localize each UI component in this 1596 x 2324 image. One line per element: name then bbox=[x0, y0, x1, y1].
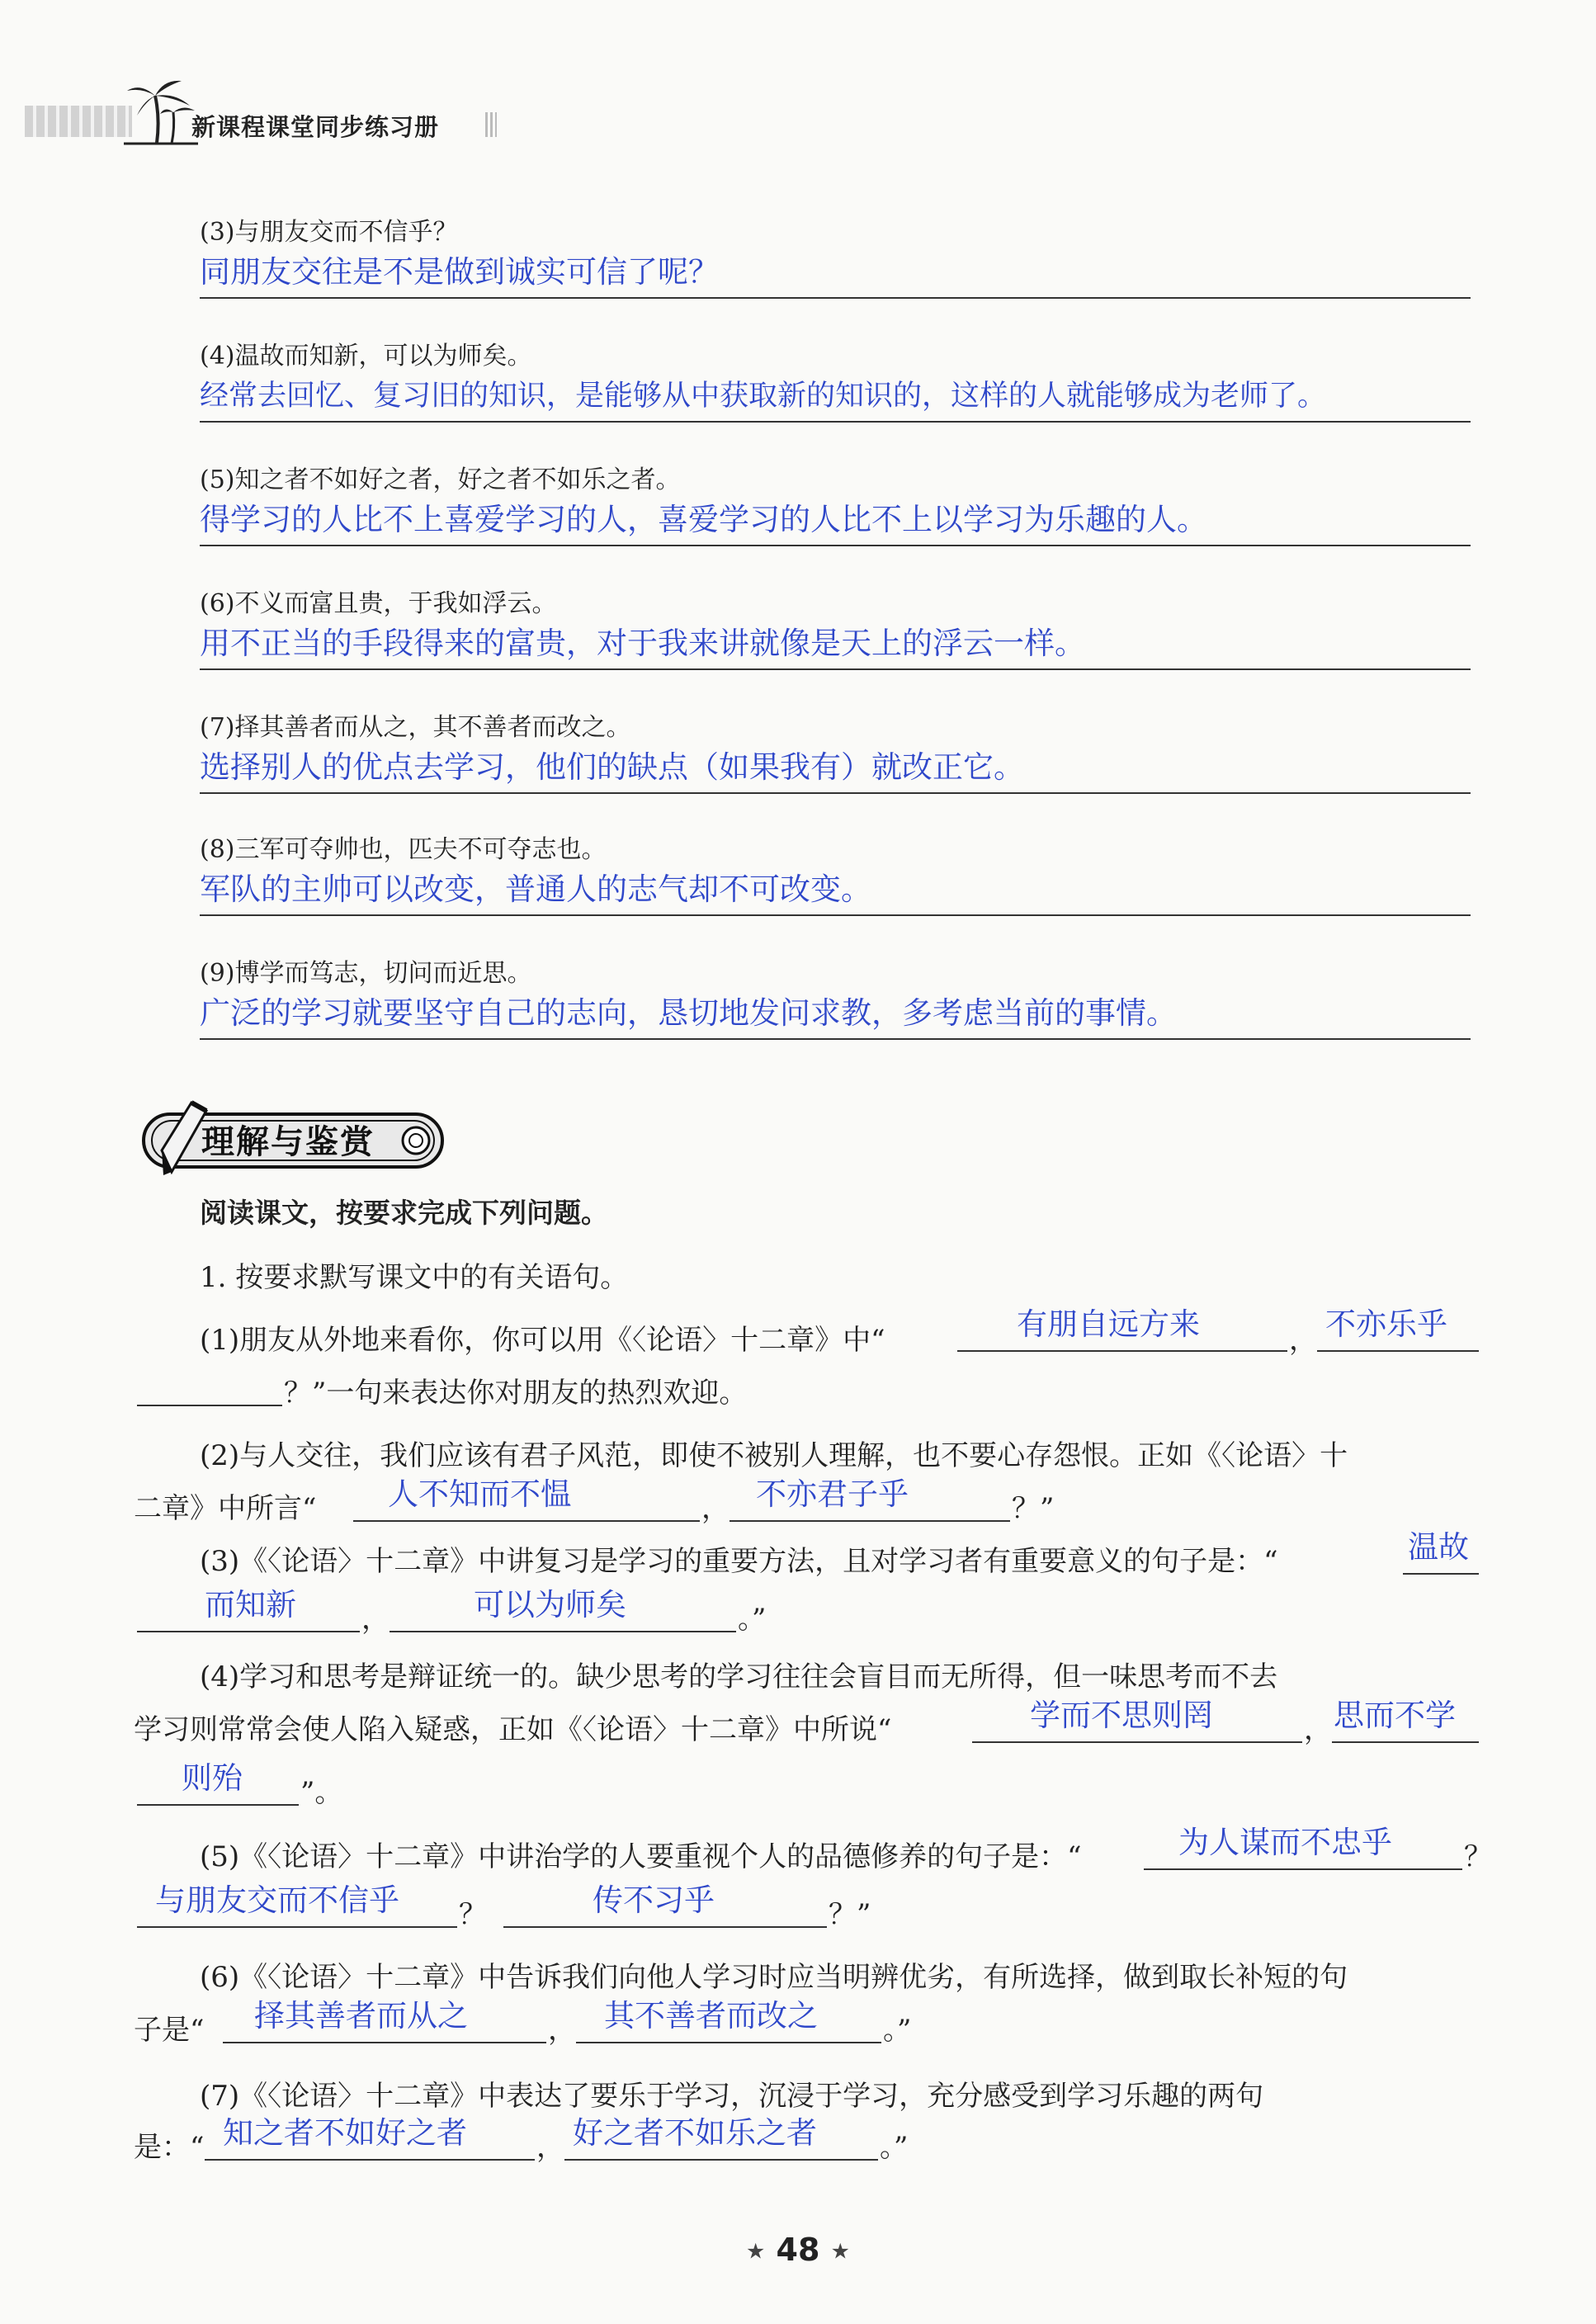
fill-blank[interactable] bbox=[1403, 1573, 1479, 1575]
answer-translation: 用不正当的手段得来的富贵，对于我来讲就像是天上的浮云一样。 bbox=[200, 626, 1085, 661]
translation-item bbox=[200, 216, 1479, 299]
fill-blank[interactable] bbox=[137, 1405, 282, 1406]
answer-line bbox=[200, 421, 1471, 423]
fill-blank[interactable] bbox=[957, 1350, 1287, 1352]
q1-part3-text: (3)《〈论语〉十二章》中讲复习是学习的重要方法，且对学习者有重要意义的句子是：“ bbox=[200, 1545, 1278, 1578]
answer-line bbox=[200, 914, 1471, 916]
filled-answer: 则殆 bbox=[182, 1760, 243, 1796]
answer-translation: 同朋友交往是不是做到诚实可信了呢？ bbox=[200, 254, 719, 290]
translation-item bbox=[200, 834, 1479, 916]
star-icon: ★ bbox=[746, 2239, 766, 2265]
end-punct: 。” bbox=[883, 2014, 912, 2047]
translation-item bbox=[200, 340, 1479, 423]
filled-answer: 学而不思则罔 bbox=[1030, 1698, 1213, 1733]
answer-translation: 广泛的学习就要坚守自己的志向，恳切地发问求教，多考虑当前的事情。 bbox=[200, 995, 1177, 1031]
answer-translation: 军队的主帅可以改变，普通人的志气却不可改变。 bbox=[200, 872, 871, 907]
fill-blank[interactable] bbox=[972, 1741, 1302, 1743]
comma: ， bbox=[1289, 1324, 1317, 1357]
source-sentence: (9)博学而笃志，切问而近思。 bbox=[200, 959, 532, 988]
fill-blank[interactable] bbox=[223, 2042, 546, 2043]
filled-answer: 好之者不如乐之者 bbox=[573, 2115, 817, 2151]
answer-line bbox=[200, 668, 1471, 670]
filled-answer: 温故 bbox=[1408, 1529, 1469, 1565]
source-sentence: (3)与朋友交而不信乎？ bbox=[200, 218, 458, 247]
end-punct: ？” bbox=[1012, 1492, 1055, 1525]
filled-answer: 不亦乐乎 bbox=[1325, 1306, 1447, 1342]
question-mark: ？ bbox=[1464, 1840, 1492, 1873]
filled-answer: 可以为师矣 bbox=[474, 1587, 626, 1623]
header-decoration-stripes bbox=[25, 106, 132, 137]
comma: ， bbox=[548, 2014, 576, 2047]
fill-blank[interactable] bbox=[564, 2159, 878, 2161]
question-mark: ？ bbox=[459, 1898, 487, 1931]
translation-item bbox=[200, 588, 1479, 670]
q1-part2-text: (2)与人交往，我们应该有君子风范，即使不被别人理解，也不要心存怨恨。正如《〈论语〉十 bbox=[200, 1439, 1348, 1472]
header-decoration-bars bbox=[485, 112, 497, 137]
q1-part4-text-cont: 学习则常常会使人陷入疑惑，正如《〈论语〉十二章》中所说“ bbox=[134, 1713, 892, 1746]
end-punct: 。” bbox=[738, 1603, 767, 1636]
q1-part4-text: (4)学习和思考是辩证统一的。缺少思考的学习往往会盲目而无所得，但一味思考而不去 bbox=[200, 1660, 1278, 1693]
fill-blank[interactable] bbox=[137, 1631, 360, 1632]
filled-answer: 有朋自远方来 bbox=[1017, 1306, 1200, 1342]
filled-answer: 为人谋而不忠乎 bbox=[1178, 1825, 1392, 1860]
fill-blank[interactable] bbox=[390, 1631, 736, 1632]
end-punct: 。” bbox=[880, 2131, 909, 2164]
fill-blank[interactable] bbox=[503, 1926, 827, 1928]
answer-line bbox=[200, 297, 1471, 299]
fill-blank[interactable] bbox=[205, 2159, 535, 2161]
fill-blank[interactable] bbox=[576, 2042, 881, 2043]
comma: ， bbox=[536, 2131, 564, 2164]
instructions: 阅读课文，按要求完成下列问题。 bbox=[200, 1197, 608, 1229]
fill-blank[interactable] bbox=[1317, 1350, 1479, 1352]
end-punct: ”。 bbox=[300, 1776, 343, 1809]
filled-answer: 思而不学 bbox=[1334, 1698, 1456, 1733]
q1-part6-text: (6)《〈论语〉十二章》中告诉我们向他人学习时应当明辨优劣，有所选择，做到取长补短的句 bbox=[200, 1961, 1348, 1994]
filled-answer: 而知新 bbox=[205, 1587, 296, 1623]
fill-blank[interactable] bbox=[137, 1926, 457, 1928]
page-number bbox=[0, 2232, 1596, 2268]
book-title: 新课程课堂同步练习册 bbox=[191, 113, 440, 141]
answer-line bbox=[200, 545, 1471, 546]
q1-part2-text-cont: 二章》中所言“ bbox=[134, 1492, 317, 1525]
translation-item bbox=[200, 957, 1479, 1040]
translation-item bbox=[200, 464, 1479, 546]
source-sentence: (7)择其善者而从之，其不善者而改之。 bbox=[200, 713, 631, 742]
translation-item bbox=[200, 711, 1479, 794]
source-sentence: (8)三军可夺帅也，匹夫不可夺志也。 bbox=[200, 835, 607, 864]
filled-answer: 不亦君子乎 bbox=[756, 1476, 909, 1512]
comma: ， bbox=[361, 1603, 390, 1636]
answer-translation: 选择别人的优点去学习，他们的缺点（如果我有）就改正它。 bbox=[200, 749, 1024, 785]
answer-translation: 经常去回忆、复习旧的知识，是能够从中获取新的知识的，这样的人就能够成为老师了。 bbox=[200, 380, 1327, 413]
q1-part5-text: (5)《〈论语〉十二章》中讲治学的人要重视个人的品德修养的句子是：“ bbox=[200, 1840, 1082, 1873]
fill-blank[interactable] bbox=[730, 1520, 1010, 1522]
question-1-title: 1. 按要求默写课文中的有关语句。 bbox=[200, 1261, 629, 1294]
answer-line bbox=[200, 792, 1471, 794]
q1-part1-text: (1)朋友从外地来看你，你可以用《〈论语〉十二章》中“ bbox=[200, 1324, 885, 1357]
q1-part7-text-cont: 是：“ bbox=[134, 2131, 205, 2164]
q1-part1-text-cont: ？”一句来表达你对朋友的热烈欢迎。 bbox=[284, 1377, 748, 1410]
page-number-value: 48 bbox=[776, 2232, 820, 2268]
q1-part6-text-cont: 子是“ bbox=[134, 2014, 205, 2047]
comma: ， bbox=[1304, 1713, 1332, 1746]
fill-blank[interactable] bbox=[137, 1804, 299, 1806]
filled-answer: 与朋友交而不信乎 bbox=[155, 1882, 399, 1918]
star-icon: ★ bbox=[830, 2239, 850, 2265]
filled-answer: 择其善者而从之 bbox=[254, 1998, 468, 2034]
source-sentence: (5)知之者不如好之者，好之者不如乐之者。 bbox=[200, 465, 681, 494]
filled-answer: 人不知而不愠 bbox=[388, 1476, 571, 1512]
fill-blank[interactable] bbox=[353, 1520, 700, 1522]
end-punct: ？” bbox=[829, 1898, 871, 1931]
filled-answer: 知之者不如好之者 bbox=[223, 2115, 467, 2151]
fill-blank[interactable] bbox=[1332, 1741, 1479, 1743]
filled-answer: 其不善者而改之 bbox=[604, 1998, 818, 2034]
answer-translation: 得学习的人比不上喜爱学习的人，喜爱学习的人比不上以学习为乐趣的人。 bbox=[200, 502, 1207, 537]
filled-answer: 传不习乎 bbox=[593, 1882, 715, 1918]
source-sentence: (6)不义而富且贵，于我如浮云。 bbox=[200, 589, 557, 618]
answer-line bbox=[200, 1038, 1471, 1040]
fill-blank[interactable] bbox=[1144, 1868, 1462, 1870]
source-sentence: (4)温故而知新，可以为师矣。 bbox=[200, 342, 532, 371]
palm-tree-icon bbox=[124, 73, 198, 147]
section-title: 理解与鉴赏 bbox=[201, 1123, 375, 1161]
q1-part7-text: (7)《〈论语〉十二章》中表达了要乐于学习，沉浸于学习，充分感受到学习乐趣的两句 bbox=[200, 2080, 1264, 2113]
comma: ， bbox=[701, 1492, 730, 1525]
